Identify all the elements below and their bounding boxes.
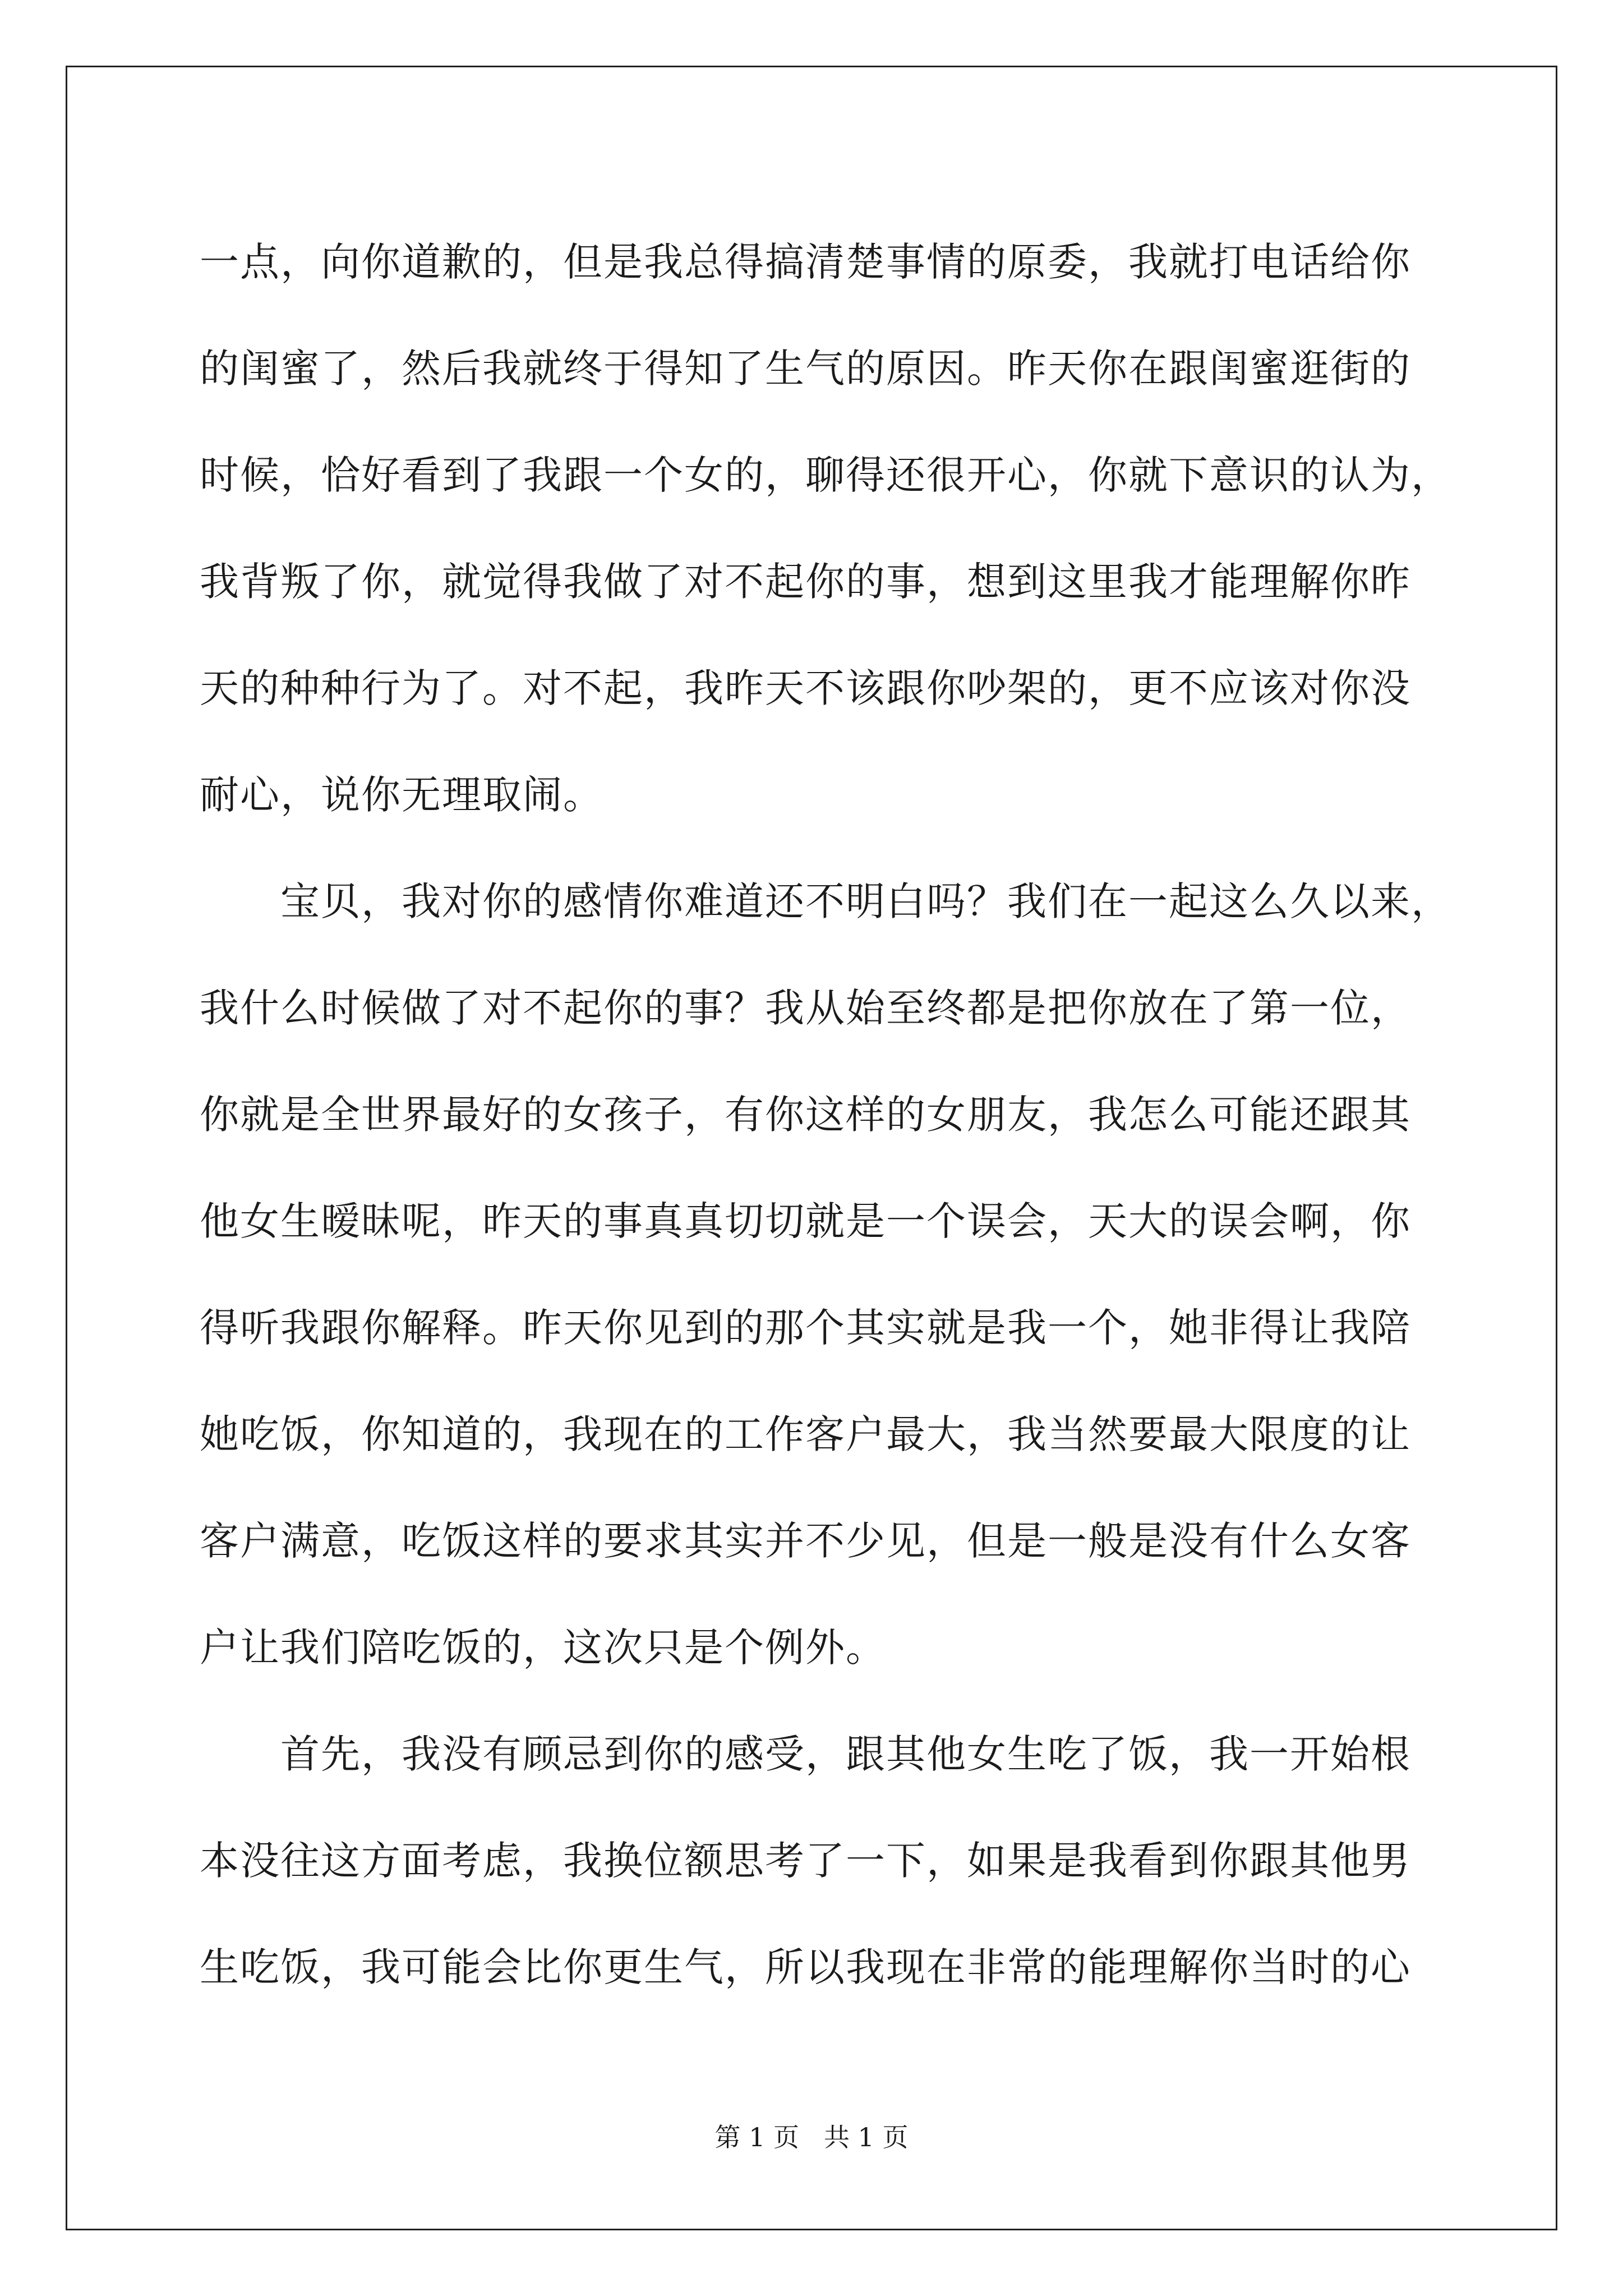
- text-line-17: 生吃饭，我可能会比你更生气，所以我现在非常的能理解你当时的心: [200, 1944, 1411, 1990]
- text-line-1: 一点，向你道歉的，但是我总得搞清楚事情的原委，我就打电话给你: [200, 239, 1411, 285]
- text-line-7: 宝贝，我对你的感情你难道还不明白吗？我们在一起这么久以来，: [200, 878, 1451, 924]
- text-line-4: 我背叛了你，就觉得我做了对不起你的事，想到这里我才能理解你昨: [200, 559, 1411, 605]
- page-footer: [0, 2120, 1623, 2154]
- text-line-2: 的闺蜜了，然后我就终于得知了生气的原因。昨天你在跟闺蜜逛街的: [200, 346, 1411, 392]
- text-line-11: 得听我跟你解释。昨天你见到的那个其实就是我一个，她非得让我陪: [200, 1305, 1411, 1351]
- text-line-14: 户让我们陪吃饭的，这次只是个例外。: [200, 1625, 886, 1671]
- text-line-10: 他女生暧昧呢，昨天的事真真切切就是一个误会，天大的误会啊，你: [200, 1198, 1411, 1244]
- text-line-8: 我什么时候做了对不起你的事？我从始至终都是把你放在了第一位，: [200, 985, 1411, 1031]
- text-line-3: 时候，恰好看到了我跟一个女的，聊得还很开心，你就下意识的认为，: [200, 452, 1451, 498]
- text-line-5: 天的种种行为了。对不起，我昨天不该跟你吵架的，更不应该对你没: [200, 665, 1411, 711]
- text-line-6: 耐心，说你无理取闹。: [200, 772, 603, 818]
- page-total: 共 1 页: [823, 2122, 909, 2152]
- text-line-16: 本没往这方面考虑，我换位额思考了一下，如果是我看到你跟其他男: [200, 1838, 1411, 1884]
- footer-gap: [799, 2122, 824, 2152]
- text-line-12: 她吃饭，你知道的，我现在的工作客户最大，我当然要最大限度的让: [200, 1411, 1411, 1457]
- page-number: 第 1 页: [714, 2122, 800, 2152]
- text-line-9: 你就是全世界最好的女孩子，有你这样的女朋友，我怎么可能还跟其: [200, 1092, 1411, 1138]
- text-line-15: 首先，我没有顾忌到你的感受，跟其他女生吃了饭，我一开始根: [200, 1731, 1411, 1777]
- document-body: [200, 209, 1451, 2021]
- text-line-13: 客户满意，吃饭这样的要求其实并不少见，但是一般是没有什么女客: [200, 1518, 1411, 1564]
